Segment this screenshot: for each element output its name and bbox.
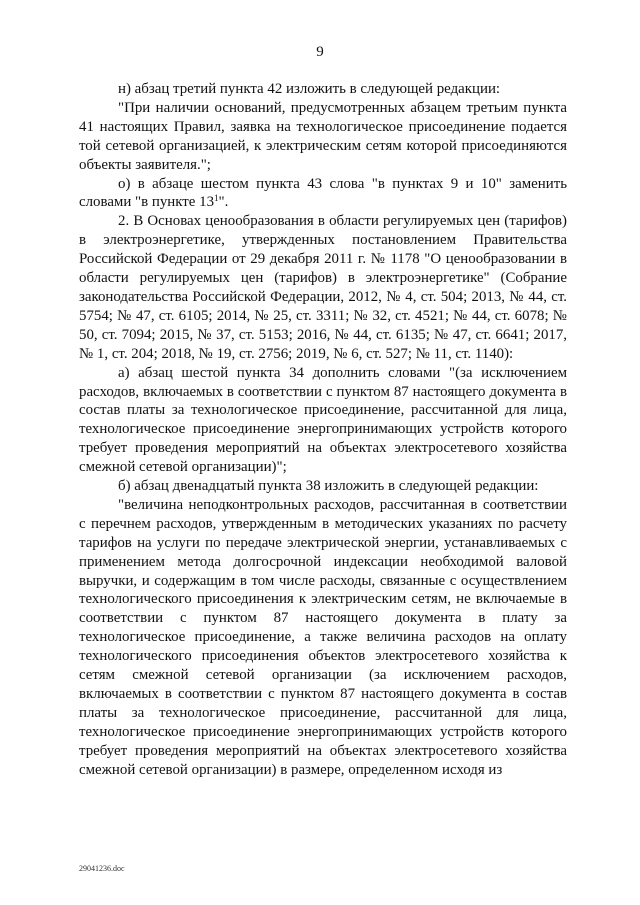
paragraph-a: а) абзац шестой пункта 34 дополнить словами "(за исключением расходов, включаемых в соответствии с пунктом 87 настоящего документа в состав платы за технологическое присоединение, рассчитанной для лица, технологическое присоединение энергопринимающих устройств которого требует проведения мероприятий на объектах электросетевого хозяйства смежной сетевой организации)"; <box>79 364 567 476</box>
footer-filename: 29041236.doc <box>79 864 125 873</box>
paragraph-o-text: о) в абзаце шестом пункта 43 слова "в пунктах 9 и 10" заменить словами "в пункте 13 <box>79 175 567 211</box>
paragraph-b: б) абзац двенадцатый пункта 38 изложить в следующей редакции: <box>118 478 539 495</box>
paragraph-2: 2. В Основах ценообразования в области регулируемых цен (тарифов) в электроэнергетике, утвержденных постановлением Правительства Российской Федерации от 29 декабря 2011 г. № 1178 "О ценообразовании в области регулируемых цен (тарифов) в электроэнергетике" (Собрание законодательства Российской Федерации, 2012, № 4, ст. 504; 2013, № 44, ст. 5754; № 47, ст. 6105; 2014, № 25, ст. 3311; № 32, ст. 4521; № 44, ст. 6078; № 50, ст. 7094; 2015, № 37, ст. 5153; 2016, № 44, ст. 6135; № 47, ст. 6641; 2017, № 1, ст. 204; 2018, № 19, ст. 2756; 2019, № 6, ст. 527; № 11, ст. 1140): <box>79 213 567 362</box>
superscript-marker: 1 <box>214 193 219 204</box>
paragraph-n: н) абзац третий пункта 42 изложить в следующей редакции: <box>118 81 501 97</box>
paragraph-o-closing: ". <box>218 194 229 211</box>
paragraph-o <box>79 175 567 213</box>
paragraph-n-quote: "При наличии оснований, предусмотренных абзацем третьим пункта 41 настоящих Правил, заявка на технологическое присоединение подается той сетевой организацией, к электрическим сетям которой присоединяются объекты заявителя."; <box>79 99 567 173</box>
paragraph-b-quote: "величина неподконтрольных расходов, рассчитанная в соответствии с перечнем расходов, утвержденным в методических указаниях по расчету тарифов на услуги по передаче электрической энергии, устанавливаемых с применением метода долгосрочной индексации необходимой валовой выручки, и содержащим в том числе расходы, связанные с осуществлением технологического присоединения к электрическим сетям, не включаемые в соответствии с пунктом 87 настоящего документа в плату за технологическое присоединение, а также величина расходов на оплату технологического присоединения объектов электросетевого хозяйства к сетям смежной сетевой организации (за исключением расходов, включаемых в соответствии с пунктом 87 настоящего документа в состав платы за технологическое присоединение, рассчитанной для лица, технологическое присоединение энергопринимающих устройств которого требует проведения мероприятий на объектах электросетевого хозяйства смежной сетевой организации) в размере, определенном исходя из <box>79 496 567 778</box>
page-number: 9 <box>316 44 324 60</box>
document-body <box>79 80 567 780</box>
